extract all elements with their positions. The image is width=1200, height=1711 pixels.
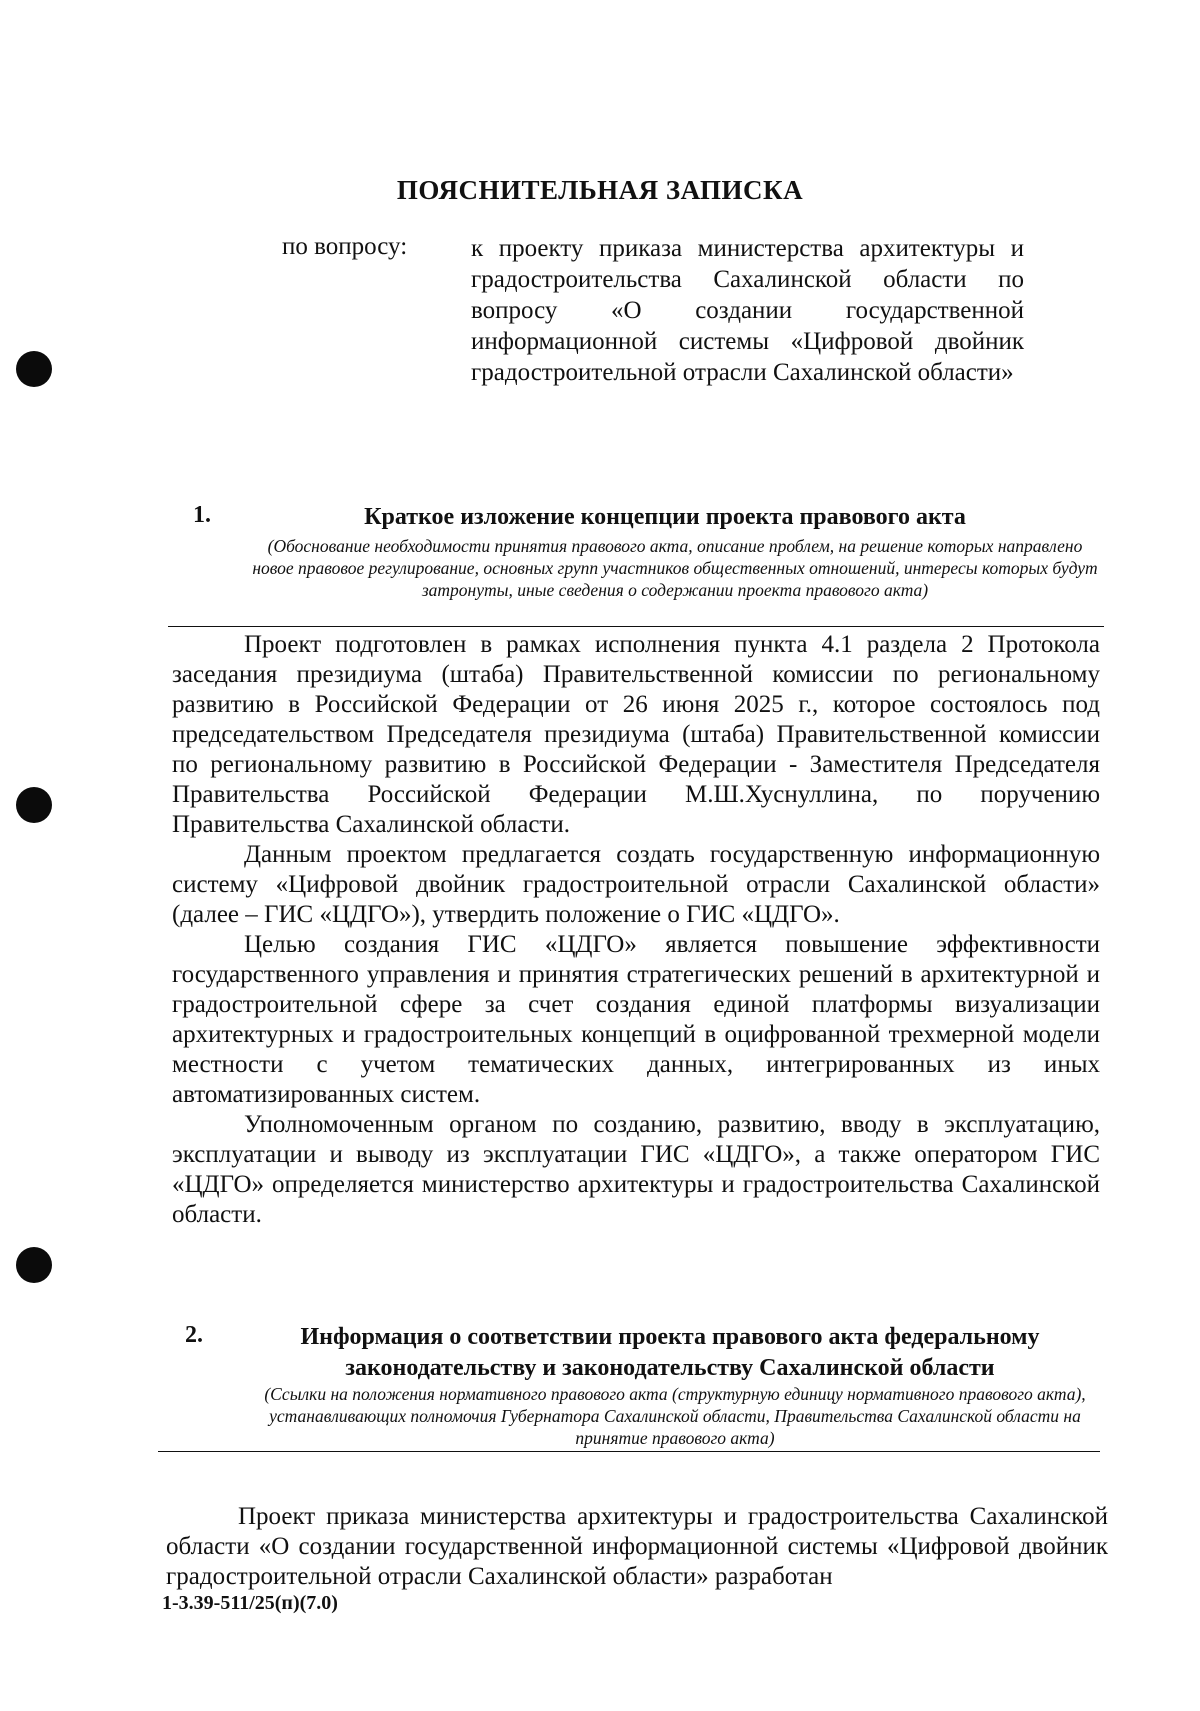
subject-label: по вопросу: [282, 233, 408, 260]
section-2-rule [158, 1451, 1100, 1452]
subject-text: к проекту приказа министерства архитектуры и градостроительства Сахалинской области по вопросу «О создании государственной информационной системы «Цифровой двойник градостроительной отрасли Сахалинской области» [471, 235, 1024, 386]
section-1-number: 1. [193, 502, 211, 528]
section-2-paragraph: Проект приказа министерства архитектуры и градостроительства Сахалинской области «О создании государственной информационной системы «Цифровой двойник градостроительной отрасли Сахалинской области» разработан [166, 1503, 1108, 1590]
section-1-paragraph: Уполномоченным органом по созданию, развитию, вводу в эксплуатацию, эксплуатации и выводу из эксплуатации ГИС «ЦДГО», а также оператором ГИС «ЦДГО» определяется министерство архитектуры и градостроительства Сахалинской области. [172, 1111, 1100, 1228]
section-1-note: (Обоснование необходимости принятия правового акта, описание проблем, на решение которых направлено новое правовое регулирование, основных групп участников общественных отношений, интересы которых будут затронуты, иные сведения о содержании проекта правового акта) [252, 536, 1098, 600]
section-1-paragraph: Данным проектом предлагается создать государственную информационную систему «Цифровой двойник градостроительной отрасли Сахалинской области» (далее – ГИС «ЦДГО»), утвердить положение о ГИС «ЦДГО». [172, 841, 1100, 928]
section-2-body [166, 1502, 1108, 1592]
punch-hole [16, 787, 52, 823]
document-code: 1-3.39-511/25(п)(7.0) [162, 1592, 338, 1614]
document-title: ПОЯСНИТЕЛЬНАЯ ЗАПИСКА [396, 175, 804, 205]
section-1-body [172, 630, 1100, 1230]
section-2-number: 2. [185, 1322, 203, 1348]
section-1-rule [168, 626, 1104, 627]
section-2-note: (Ссылки на положения нормативного правового акта (структурную единицу нормативного правового акта), устанавливающих полномочия Губернатора Сахалинской области, Правительства Сахалинской области на принятие правового акта) [264, 1384, 1086, 1448]
section-1-paragraph: Проект подготовлен в рамках исполнения пункта 4.1 раздела 2 Протокола заседания президиума (штаба) Правительственной комиссии по региональному развитию в Российской Федерации от 26 июня 2025 г., которое состоялось под председательством Председателя президиума (штаба) Правительственной комиссии по региональному развитию в Российской Федерации - Заместителя Председателя Правительства Российской Федерации М.Ш.Хуснуллина, по поручению Правительства Сахалинской области. [172, 631, 1100, 838]
punch-hole [16, 351, 52, 387]
section-1-paragraph: Целью создания ГИС «ЦДГО» является повышение эффективности государственного управления и принятия стратегических решений в архитектурной и градостроительной сфере за счет создания единой платформы визуализации архитектурных и градостроительных концепций в оцифрованной трехмерной модели местности с учетом тематических данных, интегрированных из иных автоматизированных систем. [172, 931, 1100, 1108]
section-2-heading: Информация о соответствии проекта правового акта федеральному законодательству и законодательству Сахалинской области [300, 1324, 1040, 1381]
punch-hole [16, 1247, 52, 1283]
section-1-heading: Краткое изложение концепции проекта правового акта [364, 504, 966, 530]
